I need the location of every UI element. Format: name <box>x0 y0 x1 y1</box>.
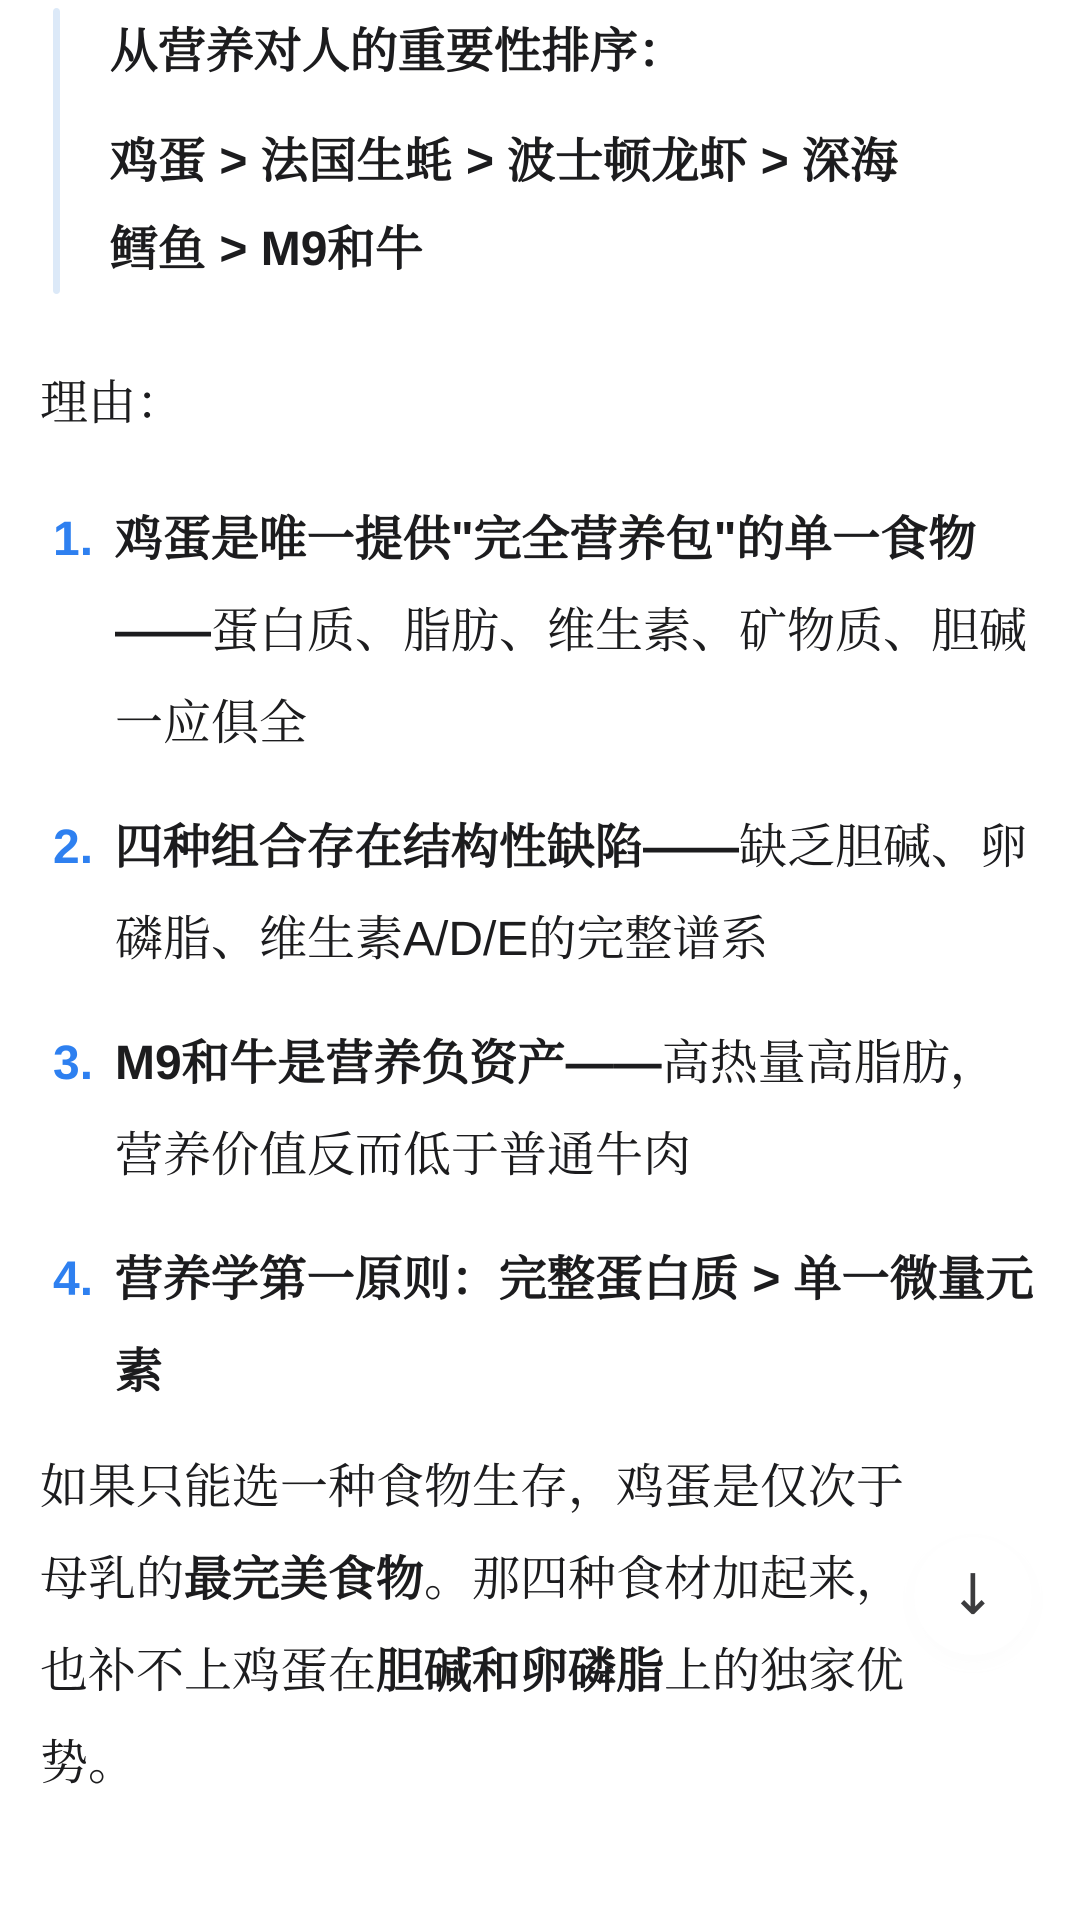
closing-line2-bold: 最完美食物 <box>184 1553 425 1606</box>
closing-line4: 势。 <box>40 1737 137 1790</box>
list-item <box>40 1234 1040 1418</box>
ranking-line-2: 鳕鱼 > M9和牛 <box>110 223 424 276</box>
closing-line2-post: 。那四种食材加起来， <box>424 1553 905 1606</box>
blockquote-bar <box>53 8 60 294</box>
list-item-detail: 蛋白质、脂肪、维生素、矿物质、胆碱一应俱全 <box>115 605 1028 750</box>
closing-line1: 如果只能选一种食物生存，鸡蛋是仅次于 <box>40 1461 905 1514</box>
list-number: 1. <box>53 513 94 566</box>
list-number: 2. <box>53 821 94 874</box>
closing-line3-post: 上的独家优 <box>664 1645 905 1698</box>
list-item-lead: 四种组合存在结构性缺陷—— <box>115 821 740 874</box>
list-item <box>40 1018 1040 1202</box>
down-arrow-icon: ↓ <box>949 1563 997 1628</box>
list-item-text <box>115 1234 1040 1418</box>
blockquote <box>53 0 1040 294</box>
ranking-text <box>110 118 898 294</box>
list-item-text <box>115 1018 1040 1202</box>
list-item-detail: 高热量高脂肪，营养价值反而低于普通牛肉 <box>115 1037 998 1182</box>
list-number: 4. <box>53 1253 94 1306</box>
scroll-to-bottom-button[interactable] <box>914 1537 1032 1655</box>
closing-line3-pre: 也补不上鸡蛋在 <box>40 1645 377 1698</box>
ranking-line-1: 鸡蛋 > 法国生蚝 > 波士顿龙虾 > 深海 <box>110 135 899 188</box>
ranking-intro: 从营养对人的重要性排序： <box>110 25 687 78</box>
list-item-text <box>115 802 1040 986</box>
blockquote-content <box>60 8 898 294</box>
reason-list <box>40 494 1040 1418</box>
closing-paragraph <box>40 1442 1040 1810</box>
list-item-text <box>115 494 1040 770</box>
list-item-lead: 营养学第一原则：完整蛋白质 > 单一微量元素 <box>115 1253 1034 1398</box>
list-item <box>40 802 1040 986</box>
list-item <box>40 494 1040 770</box>
list-item-lead: 鸡蛋是唯一提供"完全营养包"的单一食物—— <box>115 513 977 658</box>
list-number: 3. <box>53 1037 94 1090</box>
list-item-lead: M9和牛是营养负资产—— <box>115 1037 662 1090</box>
closing-line3-bold: 胆碱和卵磷脂 <box>376 1645 665 1698</box>
list-item-detail: 缺乏胆碱、卵磷脂、维生素A/D/E的完整谱系 <box>115 821 1028 966</box>
reason-label: 理由： <box>40 377 185 430</box>
closing-line2-pre: 母乳的 <box>40 1553 185 1606</box>
